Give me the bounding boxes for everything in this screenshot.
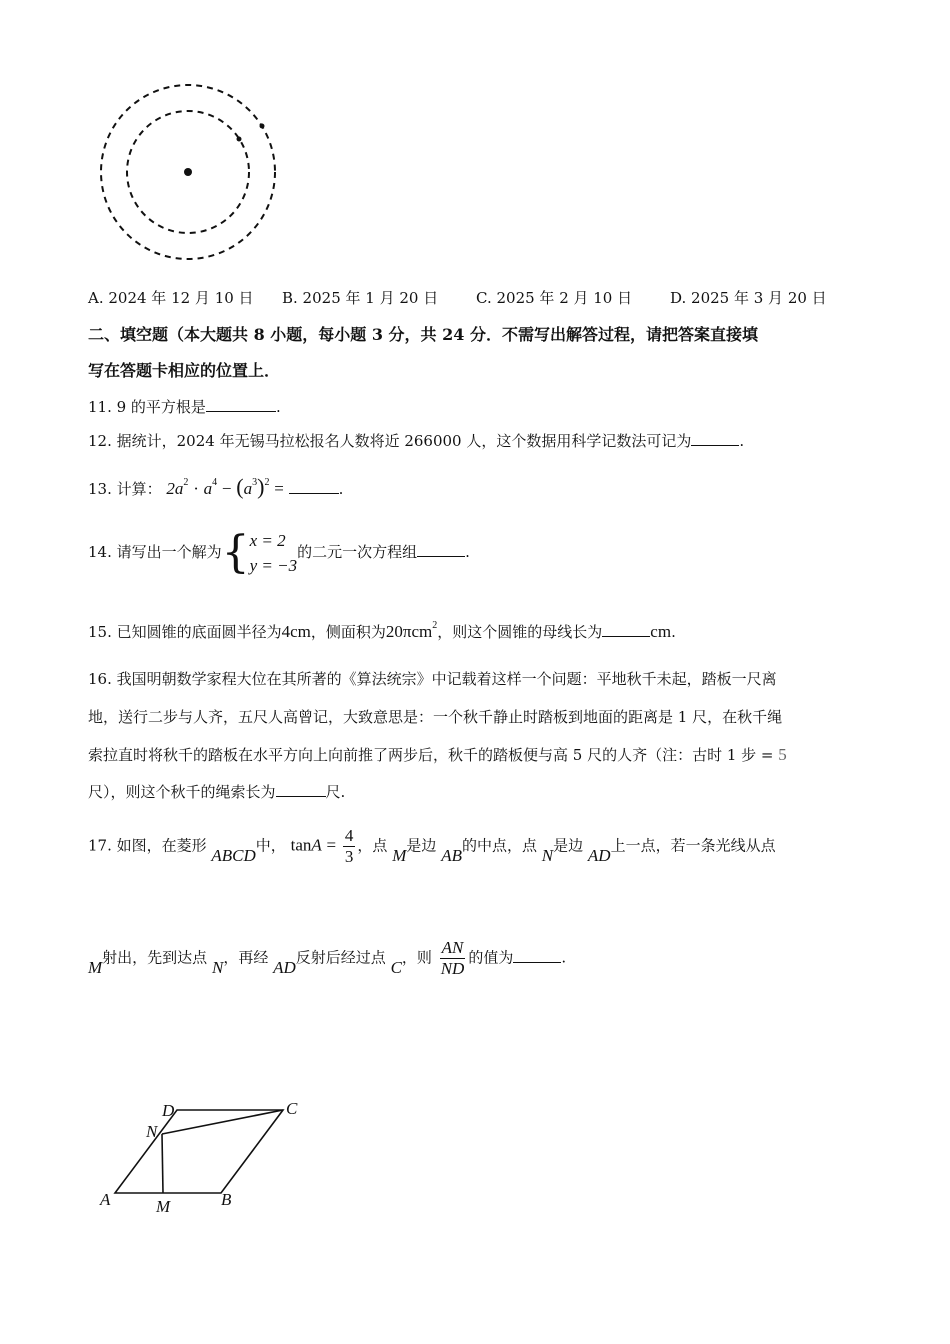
q17-ratio-den: ND bbox=[440, 959, 465, 978]
q15-area: 20πcm bbox=[385, 622, 433, 641]
q15-answer-blank[interactable] bbox=[602, 621, 650, 637]
q15-radius: 4cm bbox=[281, 622, 311, 641]
q15-text-3: ，则这个圆锥的母线长为 bbox=[437, 623, 603, 641]
label-c: C bbox=[286, 1099, 298, 1118]
question-11 bbox=[88, 396, 281, 417]
q17-l2-text-5: 的值为 bbox=[468, 948, 514, 967]
q16-line4-text: 尺），则这个秋千的绳索长为 bbox=[88, 783, 276, 801]
q13-term-a: 2a bbox=[166, 479, 184, 498]
q17-l2-point-m: M bbox=[88, 957, 103, 977]
label-b: B bbox=[221, 1190, 232, 1209]
q11-answer-blank[interactable] bbox=[206, 396, 276, 412]
q17-frac-den: 3 bbox=[344, 847, 354, 866]
q17-l2-text-1: 射出，先到达点 bbox=[102, 948, 208, 967]
question-17-line2 bbox=[88, 938, 566, 979]
q15-text-2: ，侧面积为 bbox=[310, 623, 386, 641]
option-a: A. 2024 年 12 月 10 日 bbox=[88, 289, 254, 307]
q13-exp-3: 3 bbox=[252, 477, 258, 488]
center-dot bbox=[184, 168, 192, 176]
q14-answer-blank[interactable] bbox=[417, 541, 465, 557]
question-16-line2: 地，送行二步与人齐，五尺人高曾记，大致意思是：一个秋千静止时踏板到地面的距离是 1 尺，在秋千绳 bbox=[88, 708, 783, 726]
q17-l2-point-c: C bbox=[390, 957, 402, 977]
q17-tan-a: A bbox=[311, 835, 322, 855]
segment-mn bbox=[162, 1134, 163, 1193]
question-12 bbox=[88, 430, 744, 451]
q14-text-2: 的二元一次方程组 bbox=[297, 543, 418, 561]
q15-unit: cm bbox=[650, 622, 672, 641]
q17-text-4: 是边 bbox=[406, 836, 437, 855]
q17-end: . bbox=[561, 948, 567, 967]
label-a: A bbox=[100, 1190, 111, 1209]
q14-end: . bbox=[465, 543, 470, 561]
option-b: B. 2025 年 1 月 20 日 bbox=[282, 289, 439, 307]
q17-point-n: N bbox=[541, 845, 554, 865]
q17-rhombus: ABCD bbox=[211, 845, 256, 865]
q17-text-1: 17. 如图，在菱形 bbox=[88, 836, 207, 855]
section-heading-line2: 写在答题卡相应的位置上． bbox=[88, 361, 281, 380]
q17-text-7: 上一点，若一条光线从点 bbox=[610, 836, 776, 855]
q13-term-b: a bbox=[203, 479, 213, 498]
question-16-line3 bbox=[88, 744, 787, 765]
q14-brace: { bbox=[221, 527, 250, 578]
section-heading-line1: 二、填空题（本大题共 8 小题，每小题 3 分，共 24 分．不需写出解答过程，请把答案直接填 bbox=[88, 325, 758, 344]
q17-text-3: ，点 bbox=[357, 836, 388, 855]
q12-answer-blank[interactable] bbox=[691, 430, 739, 446]
q17-answer-blank[interactable] bbox=[513, 947, 561, 963]
inner-planet-dot bbox=[237, 137, 242, 142]
question-16-line1: 16. 我国明朝数学家程大位在其所著的《算法统宗》中记载着这样一个问题：平地秋千未起，踏板一尺离 bbox=[88, 670, 777, 688]
q17-text-2: 中， bbox=[255, 836, 286, 855]
q17-side-ad: AD bbox=[587, 845, 611, 865]
q17-l2-text-2: ，再经 bbox=[223, 948, 269, 967]
q17-ratio-num: AN bbox=[441, 938, 464, 957]
q13-exp-4: 4 bbox=[212, 477, 218, 488]
q13-exp-2: 2 bbox=[183, 477, 189, 488]
q16-step-value: 5 bbox=[778, 745, 787, 764]
q17-side-ab: AB bbox=[441, 845, 462, 865]
q17-text-5: 的中点，点 bbox=[461, 836, 537, 855]
q17-frac-num: 4 bbox=[344, 826, 354, 845]
question-15 bbox=[88, 620, 676, 642]
option-d: D. 2025 年 3 月 20 日 bbox=[670, 289, 827, 307]
q16-answer-blank[interactable] bbox=[276, 781, 326, 797]
q17-point-m: M bbox=[392, 845, 407, 865]
q14-system bbox=[250, 528, 298, 578]
q16-line3-text: 索拉直时将秋千的踏板在水平方向上向前推了两步后，秋千的踏板便与高 5 尺的人齐（注：古时 1 步 = bbox=[88, 746, 774, 764]
label-n: N bbox=[146, 1122, 158, 1141]
segment-nc bbox=[162, 1110, 283, 1134]
q13-lpar: ( bbox=[236, 474, 244, 499]
q12-end: . bbox=[739, 432, 745, 450]
q17-text-6: 是边 bbox=[553, 836, 584, 855]
q17-l2-text-3: 反射后经过点 bbox=[295, 948, 386, 967]
q13-equals: = bbox=[274, 479, 284, 498]
q14-text: 14. 请写出一个解为 bbox=[88, 543, 222, 561]
q15-end: . bbox=[671, 623, 676, 641]
q13-term-c: a bbox=[243, 479, 253, 498]
q13-outer-exp: 2 bbox=[264, 477, 270, 488]
orbit-figure bbox=[95, 80, 285, 270]
q17-ratio-fraction bbox=[439, 938, 467, 979]
question-16-line4 bbox=[88, 781, 345, 802]
question-13 bbox=[88, 474, 343, 500]
q17-tan-fraction bbox=[343, 826, 356, 867]
q11-end: . bbox=[275, 398, 281, 416]
label-m: M bbox=[156, 1197, 171, 1216]
q13-answer-blank[interactable] bbox=[289, 478, 339, 494]
q13-rpar: ) bbox=[257, 474, 265, 499]
q17-l2-side-ad: AD bbox=[273, 957, 296, 977]
q13-dot: · bbox=[193, 479, 199, 498]
q17-l2-text-4: ，则 bbox=[401, 948, 432, 967]
q11-text: 11. 9 的平方根是 bbox=[88, 398, 206, 416]
question-17-line1 bbox=[88, 826, 776, 867]
q12-text: 12. 据统计，2024 年无锡马拉松报名人数将近 266000 人，这个数据用科学记数法可记为 bbox=[88, 432, 692, 450]
q16-end: 尺. bbox=[325, 783, 346, 801]
q17-tan: tan bbox=[290, 835, 312, 855]
option-c: C. 2025 年 2 月 10 日 bbox=[476, 289, 633, 307]
q17-l2-point-n: N bbox=[211, 957, 224, 977]
q17-equals: = bbox=[326, 835, 337, 855]
rhombus-figure bbox=[96, 1098, 316, 1218]
outer-planet-dot bbox=[260, 124, 265, 129]
q13-minus: − bbox=[221, 479, 232, 498]
q14-eq-x: x = 2 bbox=[249, 531, 286, 550]
q13-text: 13. 计算： bbox=[88, 480, 162, 498]
q14-eq-y: y = −3 bbox=[249, 556, 298, 575]
q15-text: 15. 已知圆锥的底面圆半径为 bbox=[88, 623, 282, 641]
question-14 bbox=[88, 528, 470, 578]
label-d: D bbox=[162, 1101, 175, 1120]
q13-end: . bbox=[338, 480, 344, 498]
q15-area-exp: 2 bbox=[432, 620, 438, 631]
rhombus-abcd bbox=[115, 1110, 283, 1193]
